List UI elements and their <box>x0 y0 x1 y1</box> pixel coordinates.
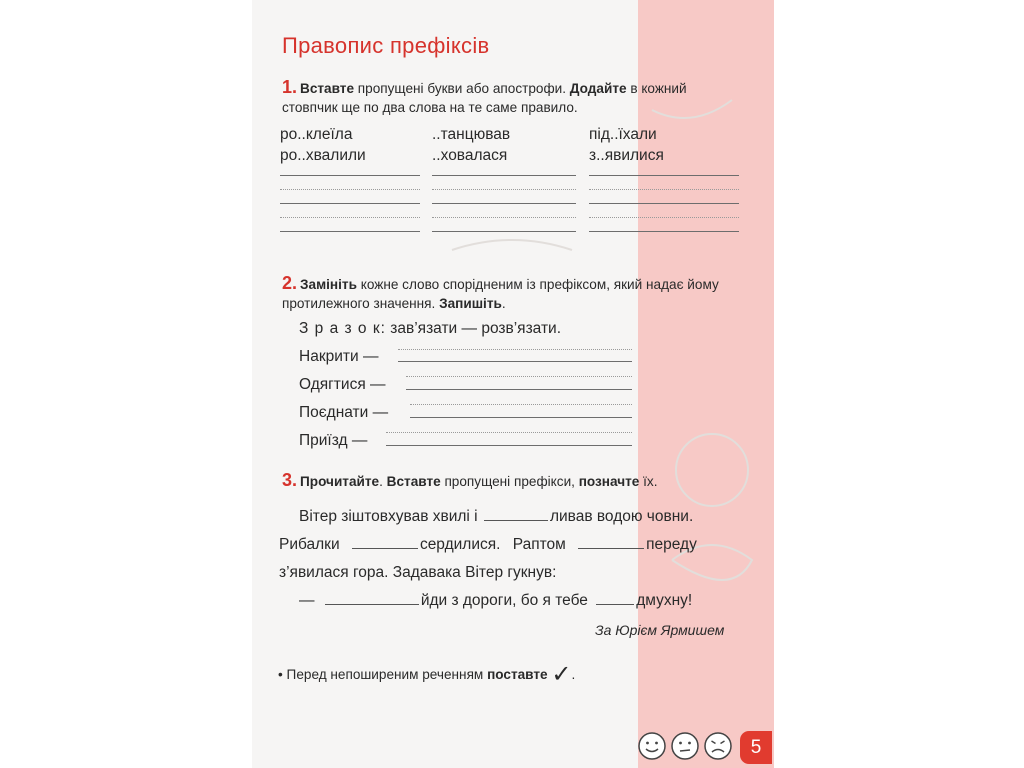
author-credit: За Юрієм Ярмишем <box>595 622 725 638</box>
story-text: йди з дороги, бо я тебе <box>420 592 588 609</box>
story-blank[interactable] <box>578 547 644 549</box>
story-text: ливав водою човни. <box>549 508 694 525</box>
ex2-bold-2: Запишіть <box>439 296 502 311</box>
bullet-task <box>278 660 575 689</box>
smile-face-icon[interactable] <box>637 731 667 761</box>
ex3-text-3: їх. <box>639 474 658 489</box>
story-blank[interactable] <box>352 547 418 549</box>
ex1-bold-2: Додайте <box>569 81 627 96</box>
exercise-1-instruction <box>282 78 740 117</box>
story-blank[interactable] <box>325 603 419 605</box>
page-title: Правопис префіксів <box>282 33 490 58</box>
bullet-end: . <box>571 667 576 682</box>
ex3-text-1: . <box>379 474 387 489</box>
story-line-4 <box>299 592 692 610</box>
sample-row <box>299 320 561 338</box>
sad-face-icon[interactable] <box>703 731 733 761</box>
story-blank[interactable] <box>596 603 634 605</box>
ex3-bold-1: Прочитайте <box>300 474 380 489</box>
bullet-text: Перед непоширеним реченням <box>286 667 484 682</box>
story-text: сердилися. <box>419 536 501 553</box>
neutral-face-icon[interactable] <box>670 731 700 761</box>
ex1-text-1: пропущені букви або апострофи. <box>354 81 570 96</box>
word-cell: ..танцював <box>432 126 511 143</box>
exercise-2-number: 2. <box>282 273 298 293</box>
ex2-word: Поєднати — <box>299 404 389 421</box>
word-cell: з..явилися <box>589 147 664 164</box>
checkmark-icon: ✓ <box>551 661 572 688</box>
bullet-bold: поставте <box>487 667 548 682</box>
bullet-mark: • <box>278 667 283 682</box>
word-cell: ро..хвалили <box>280 147 366 164</box>
story-text: Вітер зіштовхував хвилі і <box>299 508 478 525</box>
sample-text: зав’язати — розв’язати. <box>390 320 562 337</box>
word-cell: ..ховалася <box>432 147 508 164</box>
exercise-2-instruction <box>282 274 740 313</box>
self-assessment-faces <box>635 731 735 763</box>
sample-label: З р а з о к: <box>299 320 386 337</box>
ex2-answer-line[interactable] <box>406 389 632 390</box>
story-text: Раптом <box>512 536 566 553</box>
ex1-text-2: в кожний стовпчик ще по два слова на те саме правило. <box>282 81 687 115</box>
story-line-2 <box>279 536 697 554</box>
ex1-bold-1: Вставте <box>300 81 355 96</box>
ex2-word: Приїзд — <box>299 432 368 449</box>
ex2-word: Накрити — <box>299 348 379 365</box>
ex3-bold-2: Вставте <box>386 474 441 489</box>
word-cell: ро..клеїла <box>280 126 353 143</box>
story-line-3: з’явилася гора. Задавака Вітер гукнув: <box>279 564 557 581</box>
ex2-answer-line[interactable] <box>410 417 632 418</box>
exercise-1-number: 1. <box>282 77 298 97</box>
ex3-text-2: пропущені префікси, <box>440 474 579 489</box>
ex2-text-1: кожне слово спорідненим із префіксом, який надає йому протилежного значення. <box>282 277 719 311</box>
ex2-word: Одягтися — <box>299 376 386 393</box>
story-text: дмухну! <box>636 592 693 609</box>
story-line-1 <box>299 508 693 526</box>
workbook-page <box>252 0 774 768</box>
ex2-bold-1: Замініть <box>300 277 357 292</box>
word-cell: під..їхали <box>589 126 657 143</box>
exercise-3-instruction <box>282 471 740 491</box>
ex2-answer-line[interactable] <box>398 361 632 362</box>
ex2-answer-line[interactable] <box>386 445 632 446</box>
story-text: Рибалки <box>279 536 340 553</box>
exercise-3-number: 3. <box>282 470 298 490</box>
story-text: переду <box>646 536 697 553</box>
ex3-bold-3: позначте <box>578 474 640 489</box>
ex2-text-2: . <box>501 296 506 311</box>
story-text: — <box>299 592 315 609</box>
story-blank[interactable] <box>484 519 548 521</box>
page-number: 5 <box>740 731 772 764</box>
